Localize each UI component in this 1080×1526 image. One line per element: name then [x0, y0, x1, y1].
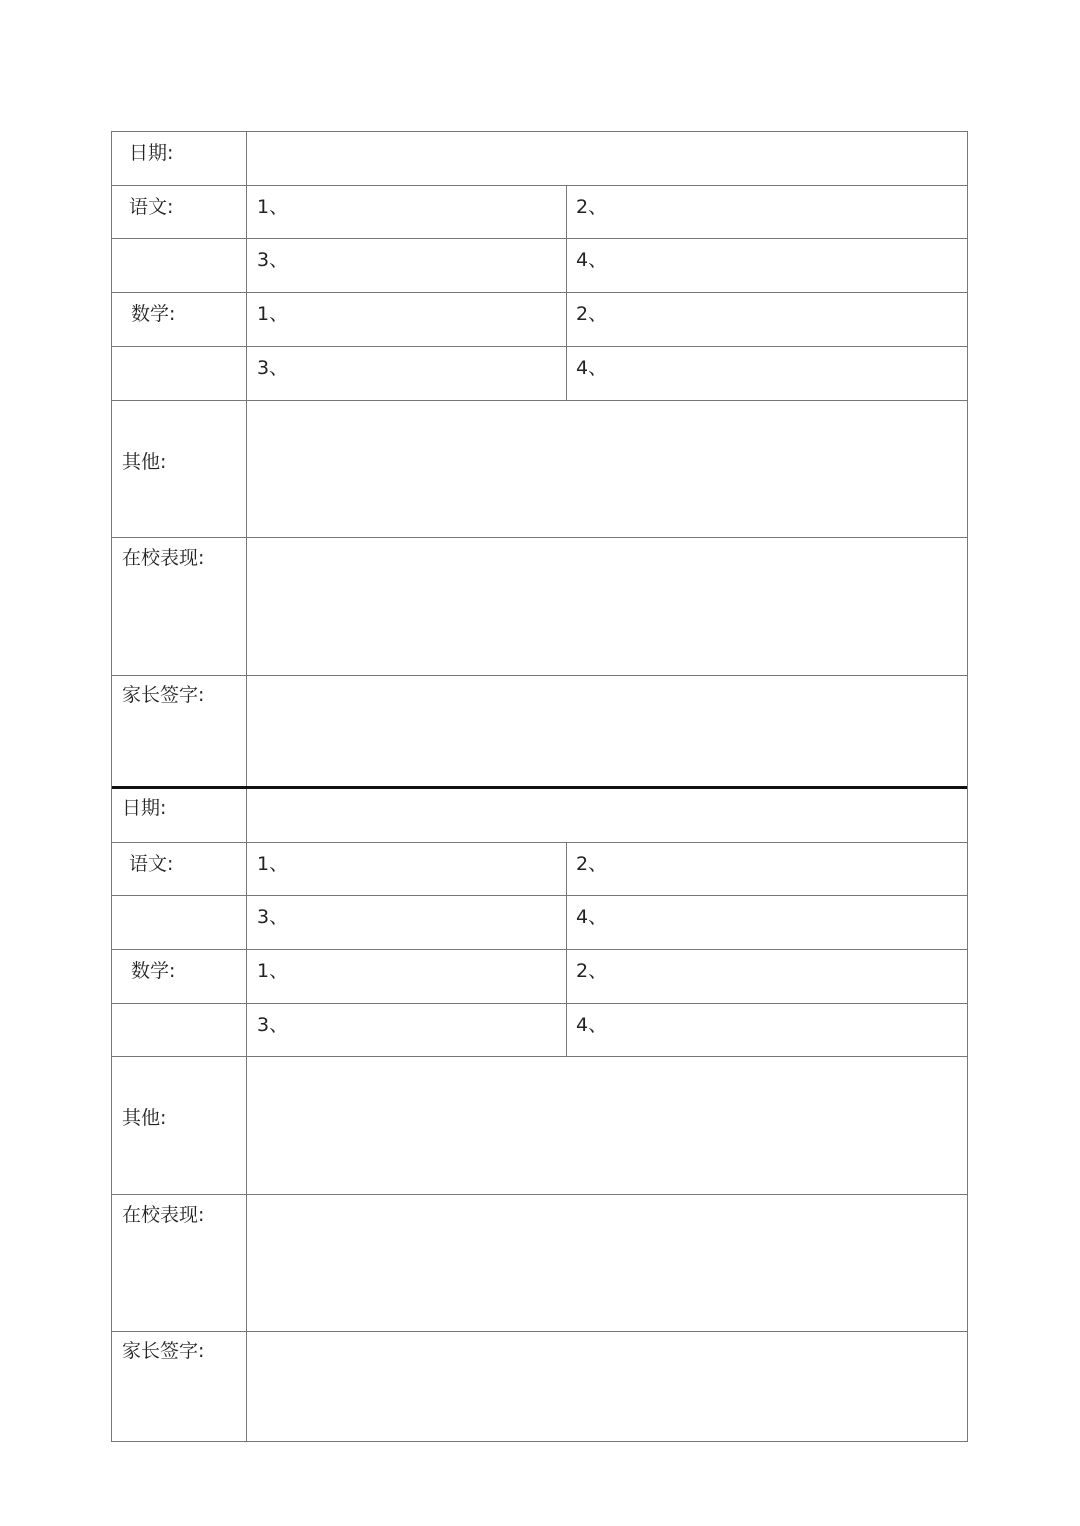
- item-number: 1、: [257, 303, 289, 325]
- item-number: 4、: [576, 906, 608, 928]
- math-item-2[interactable]: [567, 950, 967, 1003]
- chinese-label-cell: [112, 843, 247, 895]
- item-number: 3、: [257, 906, 289, 928]
- school-label-cell: [112, 538, 247, 675]
- parent-label-cell: [112, 676, 247, 786]
- chinese-label: 语文:: [129, 196, 174, 218]
- item-number: 4、: [576, 249, 608, 271]
- math-label: 数学:: [131, 303, 176, 325]
- empty-label-cell: [112, 347, 247, 400]
- math-item-3[interactable]: [247, 347, 567, 400]
- chinese-item-4[interactable]: [567, 896, 967, 949]
- other-row: [112, 1057, 967, 1195]
- item-number: 1、: [257, 853, 289, 875]
- school-performance-row: [112, 538, 967, 676]
- school-performance-row: [112, 1195, 967, 1332]
- chinese-item-3[interactable]: [247, 239, 567, 292]
- date-label: 日期:: [129, 142, 174, 164]
- other-label: 其他:: [122, 451, 167, 473]
- math-item-3[interactable]: [247, 1004, 567, 1056]
- date-field[interactable]: [247, 789, 967, 842]
- school-performance-label: 在校表现:: [122, 547, 205, 569]
- parent-signature-field[interactable]: [247, 1332, 967, 1441]
- date-label-cell: [112, 789, 247, 842]
- chinese-label: 语文:: [129, 853, 174, 875]
- item-number: 2、: [576, 853, 608, 875]
- math-item-1[interactable]: [247, 293, 567, 346]
- parent-signature-row: [112, 1332, 967, 1441]
- chinese-item-3[interactable]: [247, 896, 567, 949]
- empty-label-cell: [112, 239, 247, 292]
- date-label: 日期:: [122, 797, 167, 819]
- item-number: 2、: [576, 196, 608, 218]
- parent-signature-row: [112, 676, 967, 789]
- item-number: 3、: [257, 357, 289, 379]
- other-label-cell: [112, 401, 247, 537]
- item-number: 1、: [257, 196, 289, 218]
- other-row: [112, 401, 967, 538]
- item-number: 2、: [576, 960, 608, 982]
- homework-record-form: [111, 131, 968, 1442]
- other-label-cell: [112, 1057, 247, 1194]
- empty-label-cell: [112, 1004, 247, 1056]
- date-row: [112, 132, 967, 186]
- math-label-cell: [112, 950, 247, 1003]
- math-row-1: [112, 950, 967, 1004]
- math-row-2: [112, 1004, 967, 1057]
- item-number: 4、: [576, 1014, 608, 1036]
- other-label: 其他:: [122, 1107, 167, 1129]
- item-number: 3、: [257, 1014, 289, 1036]
- other-field[interactable]: [247, 1057, 967, 1194]
- item-number: 2、: [576, 303, 608, 325]
- chinese-row-1: [112, 186, 967, 239]
- chinese-item-2[interactable]: [567, 843, 967, 895]
- item-number: 1、: [257, 960, 289, 982]
- chinese-row-1: [112, 843, 967, 896]
- chinese-item-4[interactable]: [567, 239, 967, 292]
- item-number: 3、: [257, 249, 289, 271]
- item-number: 4、: [576, 357, 608, 379]
- date-field[interactable]: [247, 132, 967, 185]
- parent-signature-label: 家长签字:: [122, 684, 205, 706]
- math-row-1: [112, 293, 967, 347]
- chinese-row-2: [112, 896, 967, 950]
- math-row-2: [112, 347, 967, 401]
- parent-signature-label: 家长签字:: [122, 1340, 205, 1362]
- date-row: [112, 789, 967, 843]
- math-item-4[interactable]: [567, 1004, 967, 1056]
- chinese-item-2[interactable]: [567, 186, 967, 238]
- chinese-label-cell: [112, 186, 247, 238]
- chinese-item-1[interactable]: [247, 186, 567, 238]
- school-label-cell: [112, 1195, 247, 1331]
- parent-label-cell: [112, 1332, 247, 1441]
- school-performance-label: 在校表现:: [122, 1204, 205, 1226]
- math-item-2[interactable]: [567, 293, 967, 346]
- chinese-item-1[interactable]: [247, 843, 567, 895]
- empty-label-cell: [112, 896, 247, 949]
- math-label-cell: [112, 293, 247, 346]
- math-item-1[interactable]: [247, 950, 567, 1003]
- date-label-cell: [112, 132, 247, 185]
- other-field[interactable]: [247, 401, 967, 537]
- parent-signature-field[interactable]: [247, 676, 967, 786]
- school-performance-field[interactable]: [247, 538, 967, 675]
- math-label: 数学:: [131, 960, 176, 982]
- chinese-row-2: [112, 239, 967, 293]
- school-performance-field[interactable]: [247, 1195, 967, 1331]
- math-item-4[interactable]: [567, 347, 967, 400]
